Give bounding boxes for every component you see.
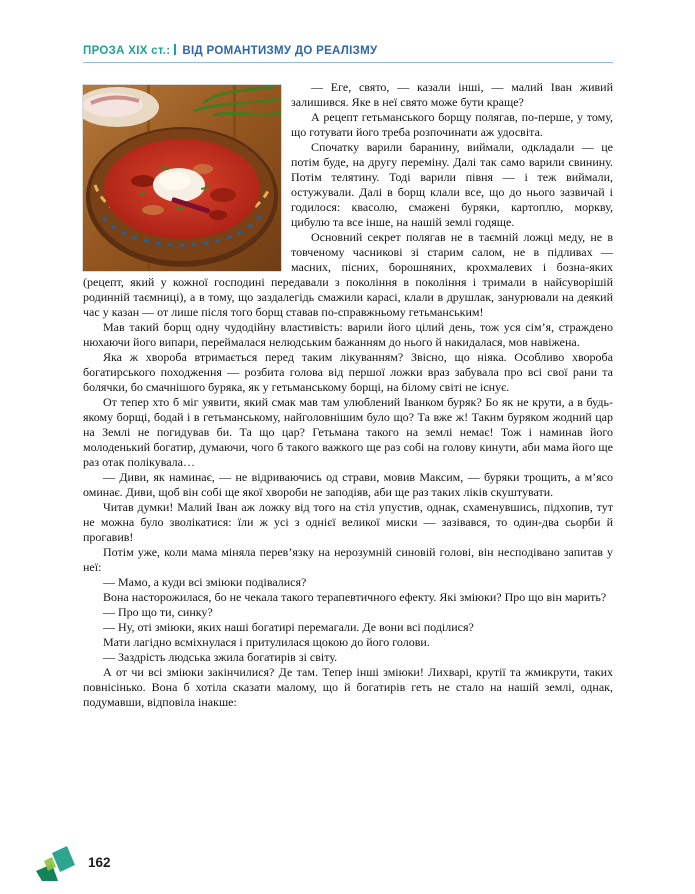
- chapter-title: ВІД РОМАНТИЗМУ ДО РЕАЛІЗМУ: [182, 45, 378, 57]
- page-footer: [34, 842, 111, 882]
- paragraph: А рецепт гетьманського борщу полягав, по-перше, у тому, що готувати його треба розпочинати аж удосвіта.: [291, 110, 613, 139]
- section-label: ПРОЗА XIX ст.:: [83, 45, 171, 57]
- borscht-photo: [83, 85, 281, 271]
- paragraph: — Еге, свято, — казали інші, — малий Іван живий залишився. Яке в неї свято може бути краще?: [291, 80, 613, 109]
- sour-cream: [153, 168, 205, 202]
- paragraph: А от чи всі зміюки закінчилися? Де там. Тепер інші зміюки! Лихварі, крутії та жмикрути, таких повнісінько. Вона б хотіла сказати малому, що й богатирів геть не стало на нашій землі, однак, подумавши, відповіла інакше:: [83, 665, 613, 709]
- paragraph: Мати лагідно всміхнулася і притулилася щокою до його голови.: [103, 635, 430, 649]
- paragraph: Основний секрет полягав не в таємній ложці меду, не в товченому часникові зі старим салом, не в підливах — масних, пісних, борошняних, крохмалевих і бозна-яких (рецепт, який у кожної господині передавали з покоління в покоління і тримали в найсуворішій родинній таємниці), а в тому, що заздалегідь смажили карасі, клали в друшлак, занурювали на деякий час у казан — от лише після того борщ ставав по-справжньому гетьманським!: [83, 230, 613, 319]
- paragraph: — Ну, оті зміюки, яких наші богатирі перемагали. Де вони всі поділися?: [103, 620, 474, 634]
- paragraph: Читав думки! Малий Іван аж ложку від того на стіл упустив, однак, схаменувшись, підхопив, тут не можна було зволікатися: їли ж усі з однієї великої миски — зазівався, то один-два сьорби й прогавив!: [83, 500, 613, 544]
- paragraph: От тепер хто б міг уявити, який смак мав там улюблений Іванком буряк? Бо як не крути, а в будь-якому борщі, бодай і в гетьманському, найголовнішим було що? Та вже ж! Таким буряком жодний цар на Землі не погидував би. Та що цар? Гетьмана такого на землі немає! Тож і наминав його молоденький богатир, думаючи, чого б такого важкого ще раз собі на голову кинути, аби мама його ще раз отак полікувала…: [83, 395, 613, 469]
- paragraph: Мав такий борщ одну чудодійну властивість: варили його цілий день, тож уся сім’я, страждено нюхаючи його випари, переймалася нелюдським бажанням до нього й накидалася, мов навіжена.: [83, 320, 613, 349]
- paragraph: — Диви, як наминає, — не відриваючись од страви, мовив Максим, — буряки трощить, а м’ясо оминає. Диви, щоб він собі ще якої хвороби не заподіяв, аби ще раз таких ліків скуштувати.: [83, 470, 613, 499]
- paragraph: — Мамо, а куди всі зміюки подівалися?: [103, 575, 307, 589]
- paragraph: Яка ж хвороба втримається перед таким лікуванням? Звісно, що ніяка. Особливо хвороба богатирського походження — розбита голова від першої ложки враз забувала про всі свої рани та болячки, бо смачнішого буряка, як у гетьманському борщі, на білому світі не існує.: [83, 350, 613, 394]
- paragraph: — Заздрість людська зжила богатирів зі світу.: [103, 650, 338, 664]
- publisher-logo: [34, 843, 82, 881]
- paragraph: Вона насторожилася, бо не чекала такого терапевтичного ефекту. Які зміюки? Про що він марить?: [103, 590, 607, 604]
- page-content: [83, 80, 613, 710]
- paragraph: Спочатку варили баранину, виймали, одкладали — це потім буде, на другу переміну. Далі так само варили свинину. Потім телятину. Тоді варили півня — і теж виймали, остужували. Далі в борщ клали все, що до нього зазвичай і годилося: квасолю, смажені буряки, картоплю, моркву, цибулю та все інше, на нашій землі годяще.: [291, 140, 613, 229]
- page-number: 162: [88, 854, 111, 870]
- header-separator: [174, 44, 176, 55]
- paragraph: Потім уже, коли мама міняла перев’язку на нерозумній синовій голові, він несподівано запитав у неї:: [83, 545, 613, 574]
- running-header: [83, 44, 613, 63]
- paragraph: — Про що ти, синку?: [103, 605, 213, 619]
